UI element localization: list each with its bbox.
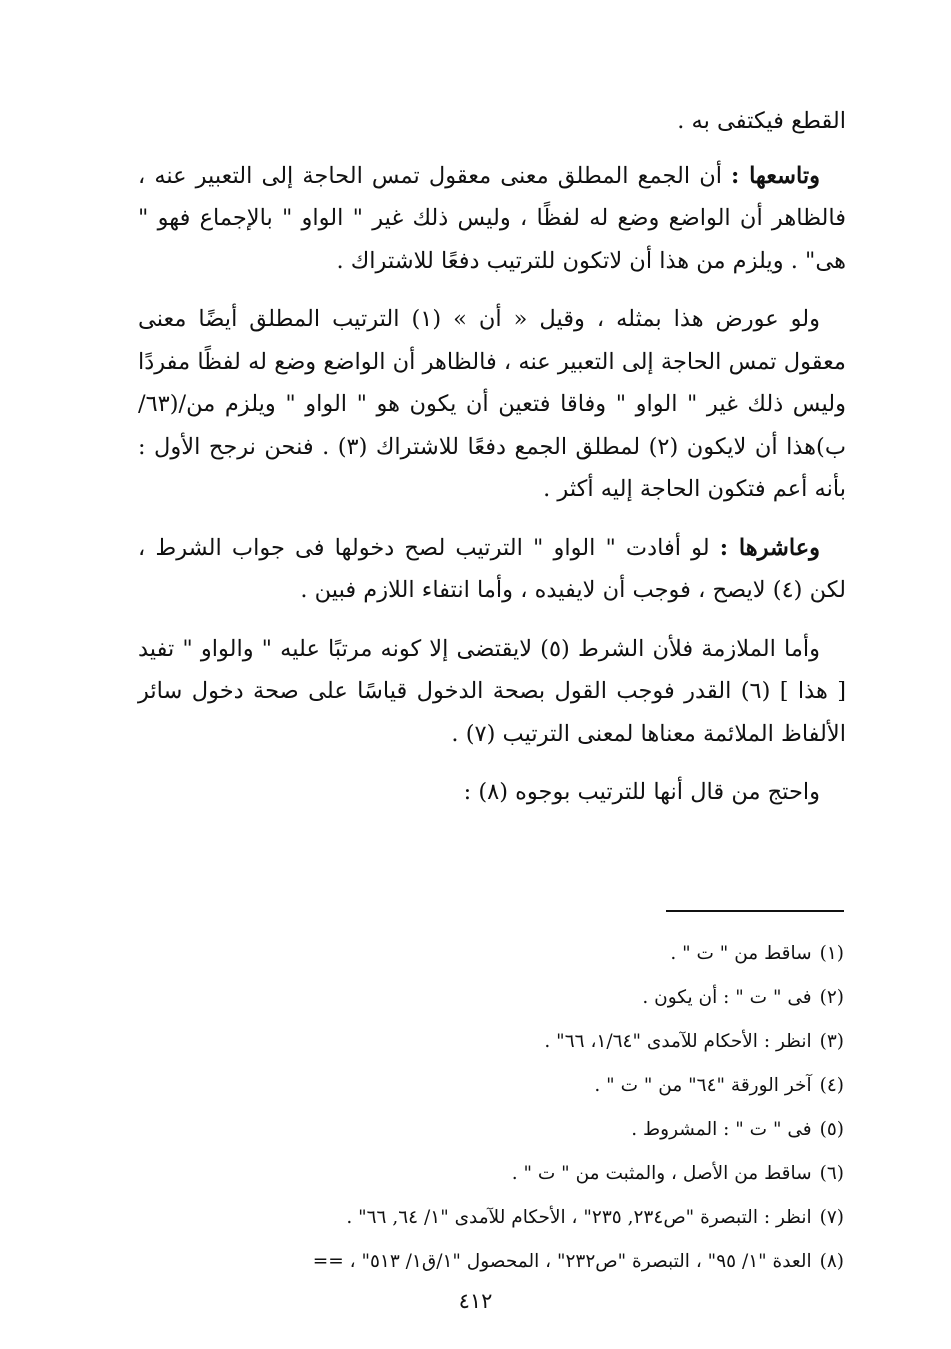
footnote-number: (٤) xyxy=(819,1075,844,1096)
paragraph-1: القطع فيكتفى به . xyxy=(677,108,846,134)
paragraph-2-lead: وتاسعها : xyxy=(731,162,820,189)
footnote-text: العدة "١/ ٩٥" ، التبصرة "ص٢٣٢" ، المحصول "١/ق١/ ٥١٣" ، == xyxy=(312,1251,812,1272)
paragraph-2 xyxy=(138,155,846,283)
footnote-text: انظر : الأحكام للآمدى "١/٦٤، ٦٦" . xyxy=(544,1031,812,1052)
paragraph-4-text: لو أفادت " الواو " الترتيب لصح دخولها فى جواب الشرط ، لكن (٤) لايصح ، فوجب أن لايفيده ، وأما انتفاء اللازم فبين . xyxy=(138,534,846,603)
footnote-number: (٨) xyxy=(819,1251,844,1272)
footnote xyxy=(124,976,844,1020)
footnote-text: انظر : التبصرة "ص٢٣٤, ٢٣٥" ، الأحكام للآمدى "١/ ٦٤, ٦٦" . xyxy=(346,1207,812,1228)
page-number: ٤١٢ xyxy=(458,1289,493,1313)
footnote xyxy=(124,1020,844,1064)
footnote xyxy=(124,1240,844,1284)
footnote xyxy=(124,1108,844,1152)
footnote-text: ساقط من " ت " . xyxy=(670,943,812,964)
footnote xyxy=(124,932,844,976)
paragraph-6: واحتج من قال أنها للترتيب بوجوه (٨) : xyxy=(463,779,820,805)
footnote-number: (٦) xyxy=(819,1163,844,1184)
footnote-number: (٢) xyxy=(819,987,844,1008)
footnote-text: فى " ت " : أن يكون . xyxy=(642,987,812,1008)
footnote-number: (٥) xyxy=(819,1119,844,1140)
footnote-number: (٣) xyxy=(819,1031,844,1052)
paragraph-5: وأما الملازمة فلأن الشرط (٥) لايقتضى إلا كونه مرتبًا عليه " والواو " تفيد [ هذا ] (٦) القدر فوجب القول بصحة الدخول قياسًا على صحة دخول سائر الألفاظ الملائمة معناها لمعنى الترتيب (٧) . xyxy=(138,635,846,747)
footnote-number: (١) xyxy=(819,943,844,964)
footnote-text: ساقط من الأصل ، والمثبت من " ت " . xyxy=(511,1163,812,1184)
footnote-number: (٧) xyxy=(819,1207,844,1228)
footnotes xyxy=(124,932,844,1284)
footnote xyxy=(124,1152,844,1196)
main-text xyxy=(138,100,846,830)
paragraph-4-lead: وعاشرها : xyxy=(719,534,820,561)
footnote-divider xyxy=(666,910,844,912)
footnote-text: آخر الورقة "٦٤" من " ت " . xyxy=(594,1075,812,1096)
paragraph-4 xyxy=(138,527,846,612)
paragraph-2-text: أن الجمع المطلق معنى معقول تمس الحاجة إلى التعبير عنه ، فالظاهر أن الواضع وضع له لفظًا ، وليس ذلك غير " الواو " بالإجماع فهو " هى" . ويلزم من هذا أن لاتكون للترتيب دفعًا للاشتراك . xyxy=(138,162,846,274)
footnote xyxy=(124,1064,844,1108)
footnote-text: فى " ت " : المشروط . xyxy=(631,1119,812,1140)
paragraph-3: ولو عورض هذا بمثله ، وقيل « أن » (١) الترتيب المطلق أيضًا معنى معقول تمس الحاجة إلى التعبير عنه ، فالظاهر أن الواضع وضع له لفظًا مفردًا وليس ذلك غير " الواو " وفاقا فتعين أن يكون هو " الواو " ويلزم من/(٦٣/ب)هذا أن لايكون (٢) لمطلق الجمع دفعًا للاشتراك (٣) . فنحن نرجح الأول : بأنه أعم فتكون الحاجة إليه أكثر . xyxy=(138,306,847,502)
footnote xyxy=(124,1196,844,1240)
